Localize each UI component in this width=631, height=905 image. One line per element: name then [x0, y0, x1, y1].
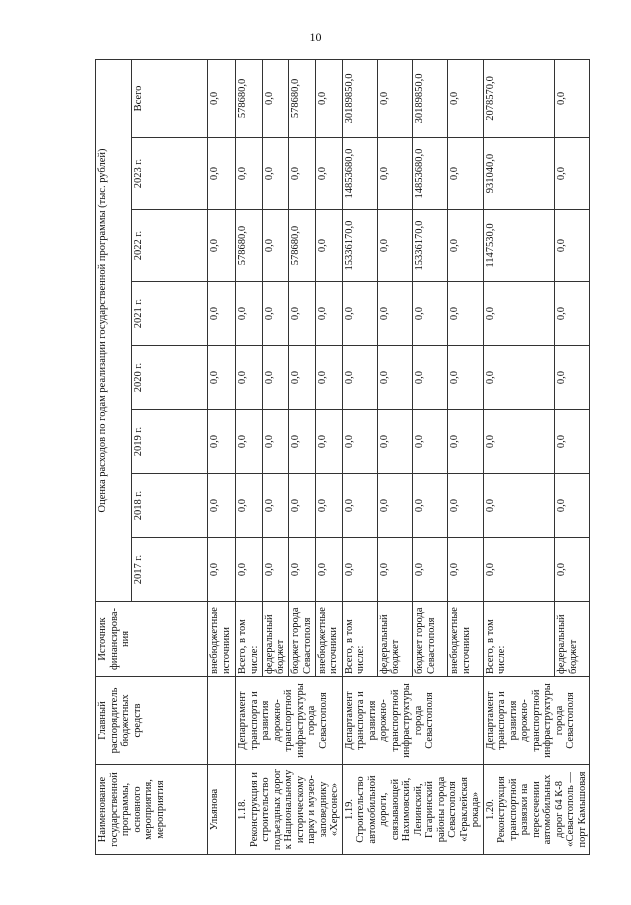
year-value: 14853680,0: [342, 138, 377, 210]
year-value: 0,0: [342, 346, 377, 410]
table-row: [208, 59, 236, 854]
funding-source: федеральный бюджет: [262, 602, 289, 677]
year-value: 0,0: [289, 138, 316, 210]
year-value: 578680,0: [236, 210, 263, 282]
year-value: 0,0: [377, 282, 412, 346]
year-value: 0,0: [315, 282, 342, 346]
year-header-total: Всего: [132, 59, 208, 137]
year-value: 0,0: [377, 346, 412, 410]
funding-source: бюджет города Севастополя: [413, 602, 448, 677]
total-value: 0,0: [262, 59, 289, 137]
year-value: 0,0: [315, 138, 342, 210]
year-value: 0,0: [315, 410, 342, 474]
year-value: 0,0: [377, 210, 412, 282]
budget-table: [95, 59, 590, 855]
year-header-2022: 2022 г.: [132, 210, 208, 282]
year-value: 0,0: [236, 474, 263, 538]
year-value: 578680,0: [289, 210, 316, 282]
year-value: 15336170,0: [342, 210, 377, 282]
year-value: 0,0: [315, 210, 342, 282]
year-value: 0,0: [483, 474, 555, 538]
year-value: 1147530,0: [483, 210, 555, 282]
year-value: 0,0: [342, 282, 377, 346]
funding-source: федеральный бюджет: [377, 602, 412, 677]
year-value: 0,0: [208, 138, 236, 210]
measure-name: 1.18. Реконструкция и строительство подъездных дорог к Национальному историческому парку и музею-заповеднику «Херсонес»: [236, 765, 343, 855]
year-value: 0,0: [448, 346, 483, 410]
year-value: 0,0: [208, 474, 236, 538]
year-value: 0,0: [413, 346, 448, 410]
total-value: 0,0: [315, 59, 342, 137]
header-row-1: [96, 59, 132, 854]
year-value: 0,0: [262, 410, 289, 474]
year-value: 0,0: [448, 210, 483, 282]
funding-source: Всего, в том числе:: [342, 602, 377, 677]
year-value: 0,0: [208, 282, 236, 346]
year-header-2020: 2020 г.: [132, 346, 208, 410]
year-value: 0,0: [208, 410, 236, 474]
year-value: 0,0: [377, 410, 412, 474]
total-value: 0,0: [448, 59, 483, 137]
total-value: 0,0: [555, 59, 590, 137]
executor-name: [208, 677, 236, 765]
year-value: 0,0: [448, 282, 483, 346]
total-value: 578680,0: [236, 59, 263, 137]
total-value: 0,0: [377, 59, 412, 137]
year-value: 0,0: [448, 138, 483, 210]
executor-name: Департамент транспорта и развития дорожно-транспортной инфраструктуры города Севастополя: [483, 677, 590, 765]
year-value: 0,0: [262, 474, 289, 538]
year-value: 0,0: [208, 210, 236, 282]
year-value: 0,0: [342, 538, 377, 602]
year-value: 0,0: [262, 210, 289, 282]
table-row: [236, 59, 263, 854]
year-value: 0,0: [448, 538, 483, 602]
year-value: 14853680,0: [413, 138, 448, 210]
year-value: 0,0: [236, 346, 263, 410]
year-value: 0,0: [413, 538, 448, 602]
year-value: 0,0: [289, 410, 316, 474]
total-value: 2078570,0: [483, 59, 555, 137]
year-header-2023: 2023 г.: [132, 138, 208, 210]
year-value: 0,0: [555, 138, 590, 210]
col-header-source: Источник финансирова-ния: [96, 602, 208, 677]
table-row: [483, 59, 555, 854]
year-header-2021: 2021 г.: [132, 282, 208, 346]
total-value: 30189850,0: [342, 59, 377, 137]
year-value: 0,0: [555, 538, 590, 602]
funding-source: Всего, в том числе:: [236, 602, 263, 677]
year-value: 0,0: [448, 474, 483, 538]
year-value: 0,0: [342, 474, 377, 538]
year-value: 0,0: [236, 282, 263, 346]
executor-name: Департамент транспорта и развития дорожно-транспортной инфраструктуры города Севастополя: [236, 677, 343, 765]
year-value: 0,0: [555, 474, 590, 538]
year-value: 0,0: [315, 346, 342, 410]
total-value: 578680,0: [289, 59, 316, 137]
year-value: 0,0: [208, 538, 236, 602]
year-value: 0,0: [448, 410, 483, 474]
year-value: 0,0: [208, 346, 236, 410]
year-value: 0,0: [236, 410, 263, 474]
year-value: 0,0: [377, 138, 412, 210]
measure-name: 1.20. Реконструкция транспортной развязки на пересечении автомобильных дорог 64 К-8 «Севастополь — порт Камышовая: [483, 765, 590, 855]
year-value: 931040,0: [483, 138, 555, 210]
funding-source: федеральный бюджет: [555, 602, 590, 677]
col-header-name: Наименование государственной программы, основного мероприятия, мероприятия: [96, 765, 208, 855]
year-value: 0,0: [262, 282, 289, 346]
year-value: 0,0: [413, 474, 448, 538]
year-value: 0,0: [413, 410, 448, 474]
col-header-estimate: Оценка расходов по годам реализации государственной программы (тыс. рублей): [96, 59, 132, 601]
year-value: 0,0: [262, 538, 289, 602]
col-header-executor: Главный распорядитель бюджетных средств: [96, 677, 208, 765]
year-value: 0,0: [555, 282, 590, 346]
funding-source: внебюджетные источники: [315, 602, 342, 677]
year-value: 0,0: [289, 538, 316, 602]
year-value: 0,0: [483, 538, 555, 602]
year-value: 0,0: [342, 410, 377, 474]
year-value: 0,0: [555, 210, 590, 282]
executor-name: Департамент транспорта и развития дорожно-транспортной инфраструктуры города Севастополя: [342, 677, 483, 765]
year-value: 0,0: [289, 346, 316, 410]
year-value: 0,0: [413, 282, 448, 346]
funding-source: бюджет города Севастополя: [289, 602, 316, 677]
page-number: 10: [309, 30, 322, 44]
rotated-page-content: [95, 60, 588, 855]
year-value: 0,0: [262, 138, 289, 210]
year-value: 0,0: [289, 282, 316, 346]
measure-name: 1.19. Строительство автомобильной дороги, связывающей Нахимовский, Ленинский, Гагаринский районы города Севастополя «Гераклейская рокада»: [342, 765, 483, 855]
year-value: 15336170,0: [413, 210, 448, 282]
total-value: 0,0: [208, 59, 236, 137]
year-value: 0,0: [315, 538, 342, 602]
year-value: 0,0: [555, 346, 590, 410]
funding-source: внебюджетные источники: [208, 602, 236, 677]
year-value: 0,0: [377, 474, 412, 538]
year-header-2017: 2017 г.: [132, 538, 208, 602]
year-value: 0,0: [236, 138, 263, 210]
year-value: 0,0: [483, 410, 555, 474]
year-value: 0,0: [555, 410, 590, 474]
year-value: 0,0: [289, 474, 316, 538]
table-row: [342, 59, 377, 854]
year-value: 0,0: [236, 538, 263, 602]
funding-source: Всего, в том числе:: [483, 602, 555, 677]
year-header-2018: 2018 г.: [132, 474, 208, 538]
year-value: 0,0: [483, 282, 555, 346]
year-value: 0,0: [315, 474, 342, 538]
year-value: 0,0: [483, 346, 555, 410]
year-value: 0,0: [262, 346, 289, 410]
total-value: 30189850,0: [413, 59, 448, 137]
measure-name: Ульянова: [208, 765, 236, 855]
year-header-2019: 2019 г.: [132, 410, 208, 474]
year-value: 0,0: [377, 538, 412, 602]
funding-source: внебюджетные источники: [448, 602, 483, 677]
